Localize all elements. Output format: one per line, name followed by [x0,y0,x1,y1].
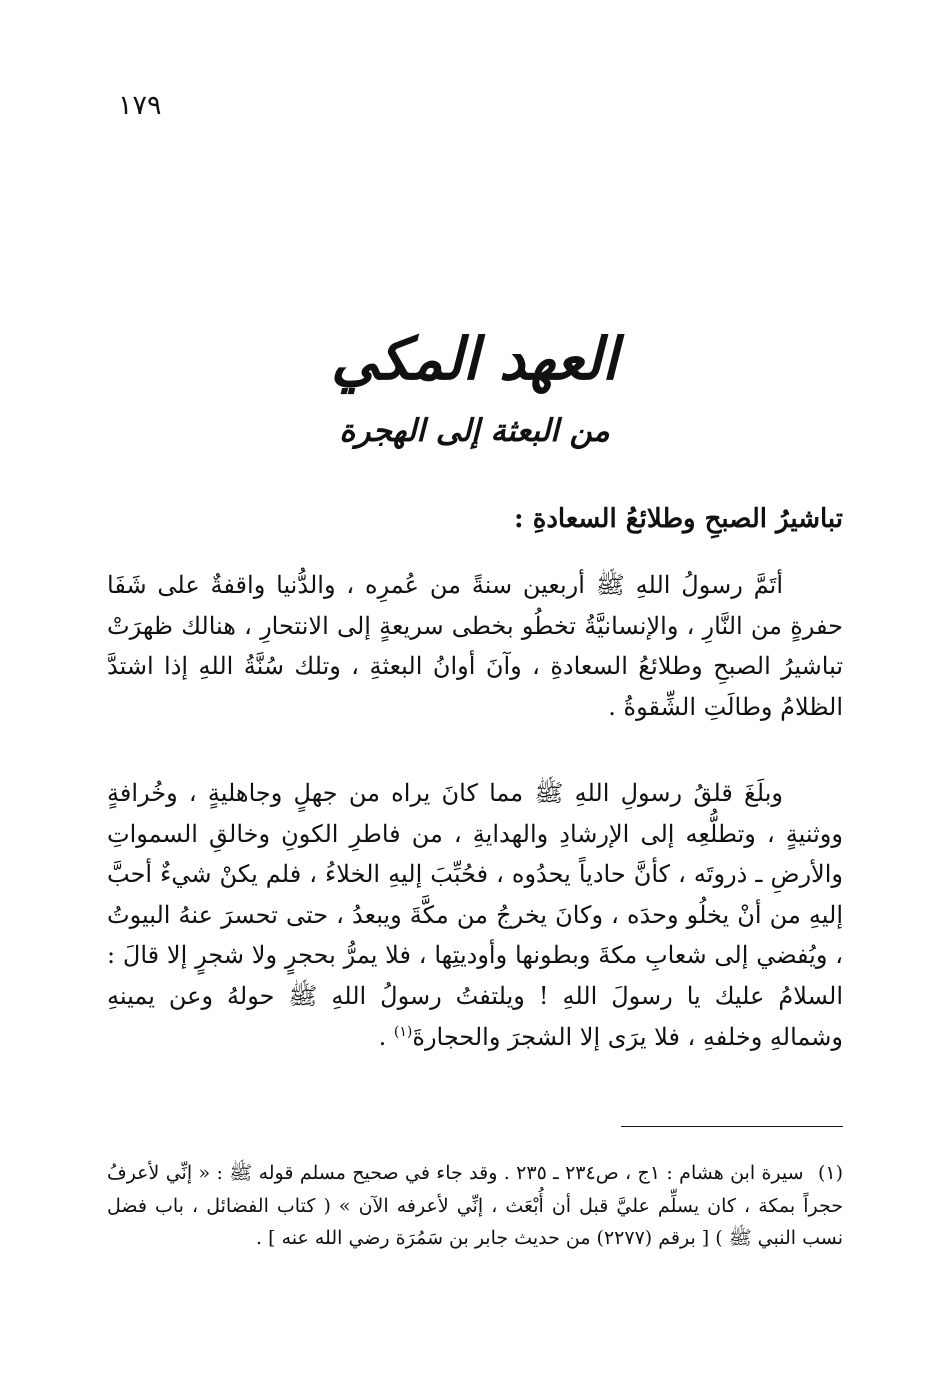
chapter-title-block [0,318,949,456]
footnote-divider [621,1126,843,1127]
footnote [107,1157,843,1255]
paragraph-1 [107,565,843,727]
chapter-title: العهد المكي [331,325,618,393]
paragraph-2-text: وبلَغَ قلقُ رسولِ اللهِ ﷺ مما كانَ يراه من جهلٍ وجاهليةٍ ، وخُرافةٍ ووثنيةٍ ، وتطلُّعِه إلى الإرشادِ والهدايةِ ، من فاطرِ الكونِ وخالقِ السمواتِ والأرضِ ـ ذروتَه ، كأنَّ حادياً يحدُوه ، فحُبِّبَ إليهِ الخلاءُ ، فلم يكنْ شيءٌ أحبَّ إليهِ من أنْ يخلُو وحدَه ، وكانَ يخرجُ من مكَّةَ ويبعدُ ، حتى تحسرَ عنهُ البيوتُ ، ويُفضي إلى شعابِ مكةَ وبطونها وأوديتِها ، فلا يمرُّ بحجرٍ ولا شجرٍ إلا قالَ : السلامُ عليك يا رسولَ اللهِ ! ويلتفتُ رسولُ اللهِ ﷺ حولهُ وعن يمينهِ وشمالهِ وخلفهِ ، فلا يرَى إلا الشجرَ والحجارةَ [107,779,843,1051]
section-heading: تباشيرُ الصبحِ وطلائعُ السعادةِ : [514,504,843,534]
paragraph-2 [107,773,843,1057]
footnote-text: سيرة ابن هشام : ١ج ، ص٢٣٤ ـ ٢٣٥ . وقد جاء في صحيح مسلم قوله ﷺ : « إنِّي لأعرفُ حجراً بمكة ، كان يسلِّم عليَّ قبل أن أُبْعَث ، إنِّي لأعرفه الآن » ( كتاب الفضائل ، باب فضل نسب النبي ﷺ ) [ برقم (٢٢٧٧) من حديث جابر بن سَمُرَة رضي الله عنه ] . [107,1162,843,1250]
paragraph-2-end: . [378,1022,394,1051]
footnote-marker: (١) [817,1162,844,1184]
paragraph-1-text: أتَمَّ رسولُ اللهِ ﷺ أربعين سنةً من عُمرِه ، والدُّنيا واقفةٌ على شَفَا حفرةٍ من النَّارِ ، والإنسانيَّةُ تخطُو بخطى سريعةٍ إلى الانتحارِ ، هنالك ظهرَتْ تباشيرُ الصبحِ وطلائعُ السعادةِ ، وآنَ أوانُ البعثةِ ، وتلك سُنَّةُ اللهِ إذا اشتدَّ الظلامُ وطالَتِ الشِّقوةُ . [107,571,843,721]
footnote-reference: (١) [393,1023,413,1040]
chapter-subtitle: من البعثة إلى الهجرة [339,413,610,449]
page-number: ١٧٩ [118,90,162,121]
